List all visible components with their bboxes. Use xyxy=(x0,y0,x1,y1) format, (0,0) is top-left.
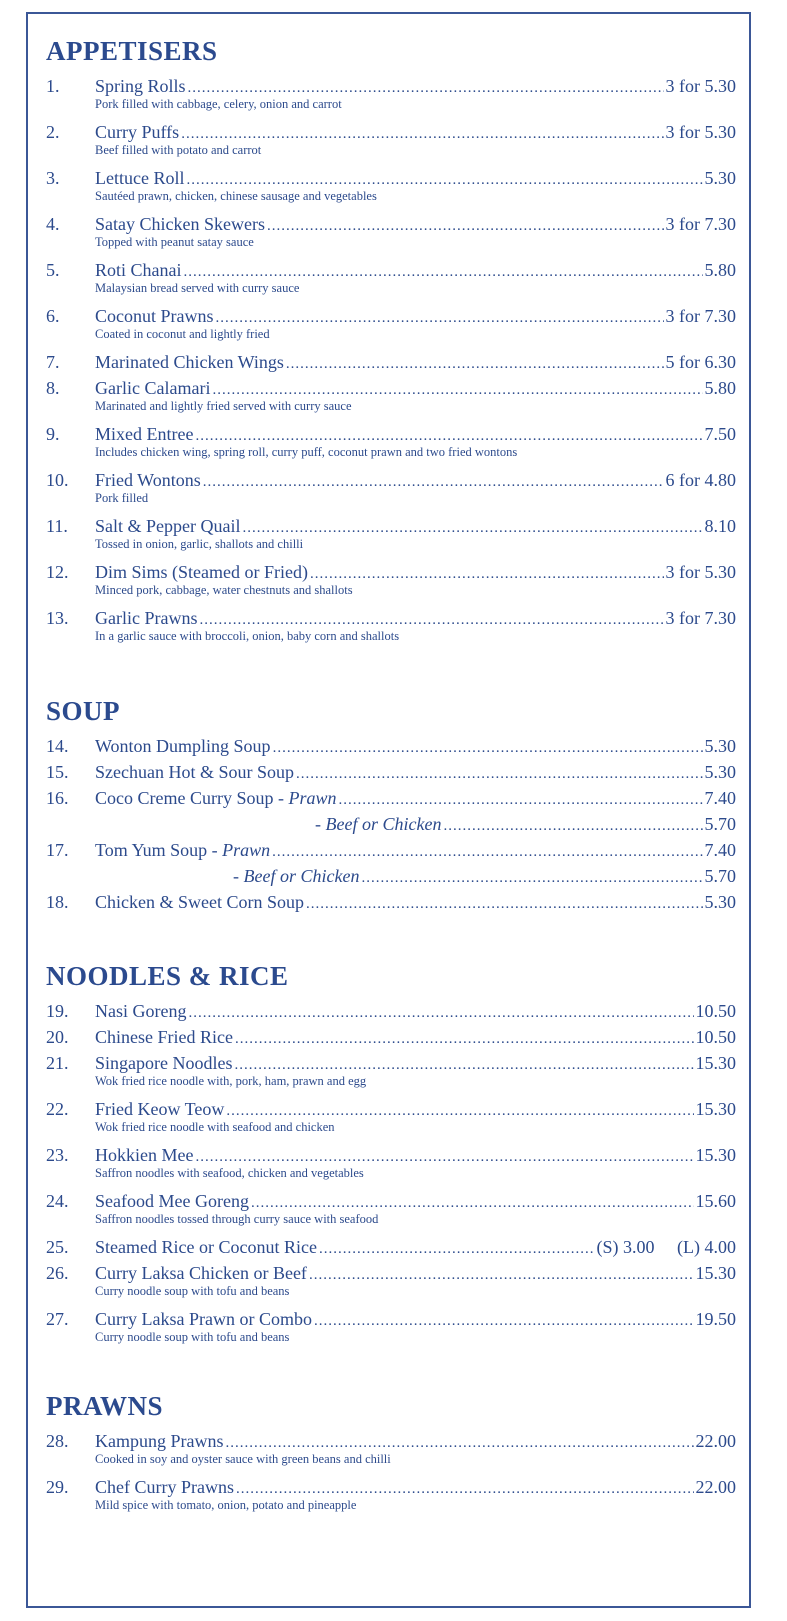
item-name xyxy=(95,305,214,327)
menu-item xyxy=(46,213,736,249)
menu-section-soup xyxy=(46,693,736,917)
item-name xyxy=(95,891,304,913)
item-price: 3 for 5.30 xyxy=(665,76,736,96)
menu-item xyxy=(46,1430,736,1466)
menu-item xyxy=(46,607,736,643)
item-number: 27. xyxy=(46,1309,69,1329)
dot-leader xyxy=(216,305,664,329)
item-price: 5.80 xyxy=(704,378,736,398)
item-description: Sautéed prawn, chicken, chinese sausage and vegetables xyxy=(95,189,377,203)
item-price: 3 for 7.30 xyxy=(665,608,736,628)
menu-item-row xyxy=(46,1052,736,1074)
item-description: Mild spice with tomato, onion, potato and pineapple xyxy=(95,1498,357,1512)
item-number: 10. xyxy=(46,470,69,490)
menu-item xyxy=(46,1308,736,1344)
item-name-text: Lettuce Roll xyxy=(95,168,185,188)
item-description: Pork filled with cabbage, celery, onion and carrot xyxy=(95,97,342,111)
item-price: 3 for 7.30 xyxy=(665,214,736,234)
dot-leader xyxy=(235,1026,694,1050)
item-price: 5.80 xyxy=(704,260,736,280)
menu-item-row xyxy=(46,735,736,757)
dot-leader xyxy=(273,735,703,759)
item-name-text: Kampung Prawns xyxy=(95,1431,224,1451)
item-price: 5.30 xyxy=(704,892,736,912)
item-description: Curry noodle soup with tofu and beans xyxy=(95,1330,290,1344)
item-number: 22. xyxy=(46,1099,69,1119)
menu-item xyxy=(46,75,736,111)
item-name xyxy=(95,787,336,809)
item-name xyxy=(95,561,308,583)
menu-item xyxy=(46,1098,736,1134)
item-price: 15.30 xyxy=(695,1263,736,1283)
dot-leader xyxy=(310,561,664,585)
item-price: 5.30 xyxy=(704,736,736,756)
menu-item xyxy=(46,515,736,551)
item-number: 24. xyxy=(46,1191,69,1211)
item-name xyxy=(95,761,294,783)
menu-item xyxy=(46,561,736,597)
dot-leader xyxy=(267,213,664,237)
item-number: 12. xyxy=(46,562,69,582)
menu-item-list xyxy=(46,735,736,913)
menu-item-list xyxy=(46,75,736,643)
dot-leader xyxy=(319,1236,595,1260)
item-name-text: Fried Wontons xyxy=(95,470,201,490)
dot-leader xyxy=(203,469,664,493)
menu-item xyxy=(46,891,736,913)
menu-item-row xyxy=(46,167,736,189)
menu-item-list xyxy=(46,1430,736,1512)
item-number: 26. xyxy=(46,1263,69,1283)
item-price: 7.50 xyxy=(704,424,736,444)
item-name-text: Spring Rolls xyxy=(95,76,186,96)
menu-item-row xyxy=(46,121,736,143)
item-price: 10.50 xyxy=(695,1027,736,1047)
section-title: SOUP xyxy=(46,696,121,726)
item-name-text: Nasi Goreng xyxy=(95,1001,187,1021)
item-name-text: Hokkien Mee xyxy=(95,1145,194,1165)
item-name-text: Garlic Calamari xyxy=(95,378,211,398)
item-name-text: Chef Curry Prawns xyxy=(95,1477,234,1497)
section-title: PRAWNS xyxy=(46,1391,164,1421)
menu-item xyxy=(46,423,736,459)
menu-item-row xyxy=(46,761,736,783)
dot-leader xyxy=(226,1430,694,1454)
dot-leader xyxy=(272,839,702,863)
item-price: 5.30 xyxy=(704,762,736,782)
dot-leader xyxy=(251,1190,694,1214)
item-number: 23. xyxy=(46,1145,69,1165)
menu-section-appetisers xyxy=(46,33,736,653)
menu-item-row xyxy=(46,1000,736,1022)
item-description: Cooked in soy and oyster sauce with green beans and chilli xyxy=(95,1452,391,1466)
item-price: 22.00 xyxy=(695,1477,736,1497)
item-name-text: Wonton Dumpling Soup xyxy=(95,736,271,756)
item-number: 1. xyxy=(46,76,60,96)
item-number: 4. xyxy=(46,214,60,234)
item-name-text: Salt & Pepper Quail xyxy=(95,516,241,536)
item-name-text: Coco Creme Curry Soup xyxy=(95,788,274,808)
item-number: 15. xyxy=(46,762,69,782)
item-number: 13. xyxy=(46,608,69,628)
item-number: 5. xyxy=(46,260,60,280)
item-number: 19. xyxy=(46,1001,69,1021)
item-price: 7.40 xyxy=(704,840,736,860)
menu-item-row xyxy=(46,515,736,537)
item-number: 29. xyxy=(46,1477,69,1497)
dot-leader xyxy=(184,259,703,283)
menu-item xyxy=(46,305,736,341)
item-description: Wok fried rice noodle with seafood and chicken xyxy=(95,1120,335,1134)
item-name xyxy=(95,423,193,445)
menu-item-row xyxy=(46,259,736,281)
menu-item xyxy=(46,167,736,203)
menu-item-row xyxy=(46,305,736,327)
item-number: 6. xyxy=(46,306,60,326)
item-option: - Beef or Chicken xyxy=(315,814,442,834)
item-name xyxy=(95,865,359,887)
item-name-text: Dim Sims (Steamed or Fried) xyxy=(95,562,308,582)
item-option: - Prawn xyxy=(211,840,271,860)
item-name xyxy=(95,213,265,235)
item-price: 3 for 5.30 xyxy=(665,562,736,582)
menu-section-prawns xyxy=(46,1388,736,1522)
menu-item xyxy=(46,813,736,835)
menu-item xyxy=(46,735,736,757)
menu-item xyxy=(46,1190,736,1226)
item-price: (S) 3.00 (L) 4.00 xyxy=(596,1237,736,1257)
item-name-text: Chicken & Sweet Corn Soup xyxy=(95,892,304,912)
item-number: 11. xyxy=(46,516,68,536)
item-description: Includes chicken wing, spring roll, curry puff, coconut prawn and two fried wontons xyxy=(95,445,518,459)
item-option: - Beef or Chicken xyxy=(233,866,360,886)
menu-item-row xyxy=(46,1144,736,1166)
item-price: 5.70 xyxy=(704,866,736,886)
item-price: 5.70 xyxy=(704,814,736,834)
dot-leader xyxy=(242,515,702,539)
item-name-text: Szechuan Hot & Sour Soup xyxy=(95,762,294,782)
section-title: NOODLES & RICE xyxy=(46,961,289,991)
item-name-text: Roti Chanai xyxy=(95,260,182,280)
item-number: 9. xyxy=(46,424,60,444)
item-name xyxy=(95,1052,232,1074)
item-name xyxy=(95,469,201,491)
item-price: 3 for 7.30 xyxy=(665,306,736,326)
item-number: 17. xyxy=(46,840,69,860)
item-description: Saffron noodles with seafood, chicken and vegetables xyxy=(95,1166,364,1180)
menu-item xyxy=(46,865,736,887)
item-name xyxy=(95,1476,234,1498)
item-name xyxy=(95,1098,224,1120)
dot-leader xyxy=(314,1308,694,1332)
item-name xyxy=(95,377,210,399)
item-price: 15.30 xyxy=(695,1145,736,1165)
item-name xyxy=(95,351,284,373)
item-name-text: Steamed Rice or Coconut Rice xyxy=(95,1237,317,1257)
menu-item xyxy=(46,1144,736,1180)
menu-item-row xyxy=(46,813,736,835)
item-name-text: Singapore Noodles xyxy=(95,1053,233,1073)
dot-leader xyxy=(181,121,663,145)
item-name xyxy=(95,121,179,143)
item-name xyxy=(95,813,441,835)
item-description: Marinated and lightly fried served with curry sauce xyxy=(95,399,352,413)
menu-item-row xyxy=(46,1308,736,1330)
menu-item-row xyxy=(46,1026,736,1048)
item-description: Saffron noodles tossed through curry sauce with seafood xyxy=(95,1212,379,1226)
item-number: 2. xyxy=(46,122,60,142)
item-name xyxy=(95,607,197,629)
item-description: In a garlic sauce with broccoli, onion, baby corn and shallots xyxy=(95,629,400,643)
dot-leader xyxy=(188,75,664,99)
item-name-text: Chinese Fried Rice xyxy=(95,1027,233,1047)
item-name-text: Curry Laksa Chicken or Beef xyxy=(95,1263,307,1283)
dot-leader xyxy=(236,1476,694,1500)
menu-item xyxy=(46,121,736,157)
menu-item xyxy=(46,1476,736,1512)
item-number: 16. xyxy=(46,788,69,808)
menu-item-row xyxy=(46,377,736,399)
dot-leader xyxy=(306,891,703,915)
menu-item-row xyxy=(46,1236,736,1258)
item-price: 15.60 xyxy=(695,1191,736,1211)
item-option: - Prawn xyxy=(277,788,337,808)
dot-leader xyxy=(212,377,702,401)
item-number: 3. xyxy=(46,168,60,188)
dot-leader xyxy=(226,1098,693,1122)
menu-item-list xyxy=(46,1000,736,1344)
item-name xyxy=(95,259,182,281)
menu-item-row xyxy=(46,1262,736,1284)
menu-item-row xyxy=(46,213,736,235)
item-description: Wok fried rice noodle with, pork, ham, prawn and egg xyxy=(95,1074,367,1088)
item-description: Curry noodle soup with tofu and beans xyxy=(95,1284,290,1298)
menu-item-row xyxy=(46,1430,736,1452)
menu-item-row xyxy=(46,75,736,97)
menu-item xyxy=(46,1052,736,1088)
item-number: 8. xyxy=(46,378,60,398)
item-description: Minced pork, cabbage, water chestnuts and shallots xyxy=(95,583,353,597)
item-price: 22.00 xyxy=(695,1431,736,1451)
item-price: 15.30 xyxy=(695,1099,736,1119)
dot-leader xyxy=(186,167,702,191)
menu-item-row xyxy=(46,423,736,445)
dot-leader xyxy=(286,351,664,375)
item-number: 28. xyxy=(46,1431,69,1451)
item-name-text: Seafood Mee Goreng xyxy=(95,1191,249,1211)
menu-item-row xyxy=(46,839,736,861)
item-price: 6 for 4.80 xyxy=(665,470,736,490)
item-name xyxy=(95,1308,312,1330)
dot-leader xyxy=(296,761,703,785)
dot-leader xyxy=(234,1052,693,1076)
menu-item-row xyxy=(46,1098,736,1120)
item-description: Beef filled with potato and carrot xyxy=(95,143,262,157)
item-name xyxy=(95,1000,186,1022)
dot-leader xyxy=(188,1000,693,1024)
item-description: Coated in coconut and lightly fried xyxy=(95,327,270,341)
dot-leader xyxy=(309,1262,694,1286)
menu-item-row xyxy=(46,351,736,373)
menu-item xyxy=(46,1262,736,1298)
item-name xyxy=(95,1190,249,1212)
menu-item-row xyxy=(46,607,736,629)
item-name-text: Curry Laksa Prawn or Combo xyxy=(95,1309,312,1329)
dot-leader xyxy=(195,1144,693,1168)
item-description: Tossed in onion, garlic, shallots and chilli xyxy=(95,537,304,551)
item-name xyxy=(95,515,240,537)
menu-item xyxy=(46,1000,736,1022)
item-price: 5 for 6.30 xyxy=(665,352,736,372)
item-name-text: Curry Puffs xyxy=(95,122,180,142)
menu-item-row xyxy=(46,865,736,887)
menu-item xyxy=(46,1236,736,1258)
menu-item xyxy=(46,787,736,809)
dot-leader xyxy=(443,813,702,837)
item-name-text: Tom Yum Soup xyxy=(95,840,208,860)
item-description: Topped with peanut satay sauce xyxy=(95,235,254,249)
dot-leader xyxy=(195,423,702,447)
item-name xyxy=(95,839,270,861)
item-description: Pork filled xyxy=(95,491,149,505)
menu-item xyxy=(46,377,736,413)
item-name xyxy=(95,735,271,757)
item-name-text: Satay Chicken Skewers xyxy=(95,214,265,234)
item-price: 3 for 5.30 xyxy=(665,122,736,142)
dot-leader xyxy=(338,787,702,811)
menu-item-row xyxy=(46,469,736,491)
menu-item xyxy=(46,351,736,373)
item-number: 25. xyxy=(46,1237,69,1257)
item-number: 18. xyxy=(46,892,69,912)
item-description: Malaysian bread served with curry sauce xyxy=(95,281,300,295)
item-name xyxy=(95,75,186,97)
menu-item-row xyxy=(46,891,736,913)
menu-item-row xyxy=(46,787,736,809)
item-name-text: Fried Keow Teow xyxy=(95,1099,225,1119)
item-name-text: Coconut Prawns xyxy=(95,306,214,326)
menu-item-row xyxy=(46,1190,736,1212)
item-number: 21. xyxy=(46,1053,69,1073)
item-name xyxy=(95,1026,233,1048)
dot-leader xyxy=(199,607,663,631)
menu-item xyxy=(46,839,736,861)
item-price: 19.50 xyxy=(695,1309,736,1329)
item-name xyxy=(95,1430,224,1452)
menu-item xyxy=(46,469,736,505)
item-price: 10.50 xyxy=(695,1001,736,1021)
item-price: 8.10 xyxy=(704,516,736,536)
dot-leader xyxy=(361,865,702,889)
menu-item xyxy=(46,259,736,295)
item-name xyxy=(95,1262,307,1284)
item-name xyxy=(95,167,184,189)
item-number: 20. xyxy=(46,1027,69,1047)
item-name-text: Mixed Entree xyxy=(95,424,194,444)
item-price: 7.40 xyxy=(704,788,736,808)
item-number: 14. xyxy=(46,736,69,756)
item-price: 15.30 xyxy=(695,1053,736,1073)
item-name xyxy=(95,1236,317,1258)
item-name-text: Garlic Prawns xyxy=(95,608,198,628)
menu-item-row xyxy=(46,1476,736,1498)
menu-item xyxy=(46,1026,736,1048)
menu-section-noodles-rice xyxy=(46,958,736,1354)
item-name-text: Marinated Chicken Wings xyxy=(95,352,284,372)
menu-item-row xyxy=(46,561,736,583)
menu-item xyxy=(46,761,736,783)
item-price: 5.30 xyxy=(704,168,736,188)
item-number: 7. xyxy=(46,352,60,372)
item-name xyxy=(95,1144,193,1166)
section-title: APPETISERS xyxy=(46,36,218,66)
